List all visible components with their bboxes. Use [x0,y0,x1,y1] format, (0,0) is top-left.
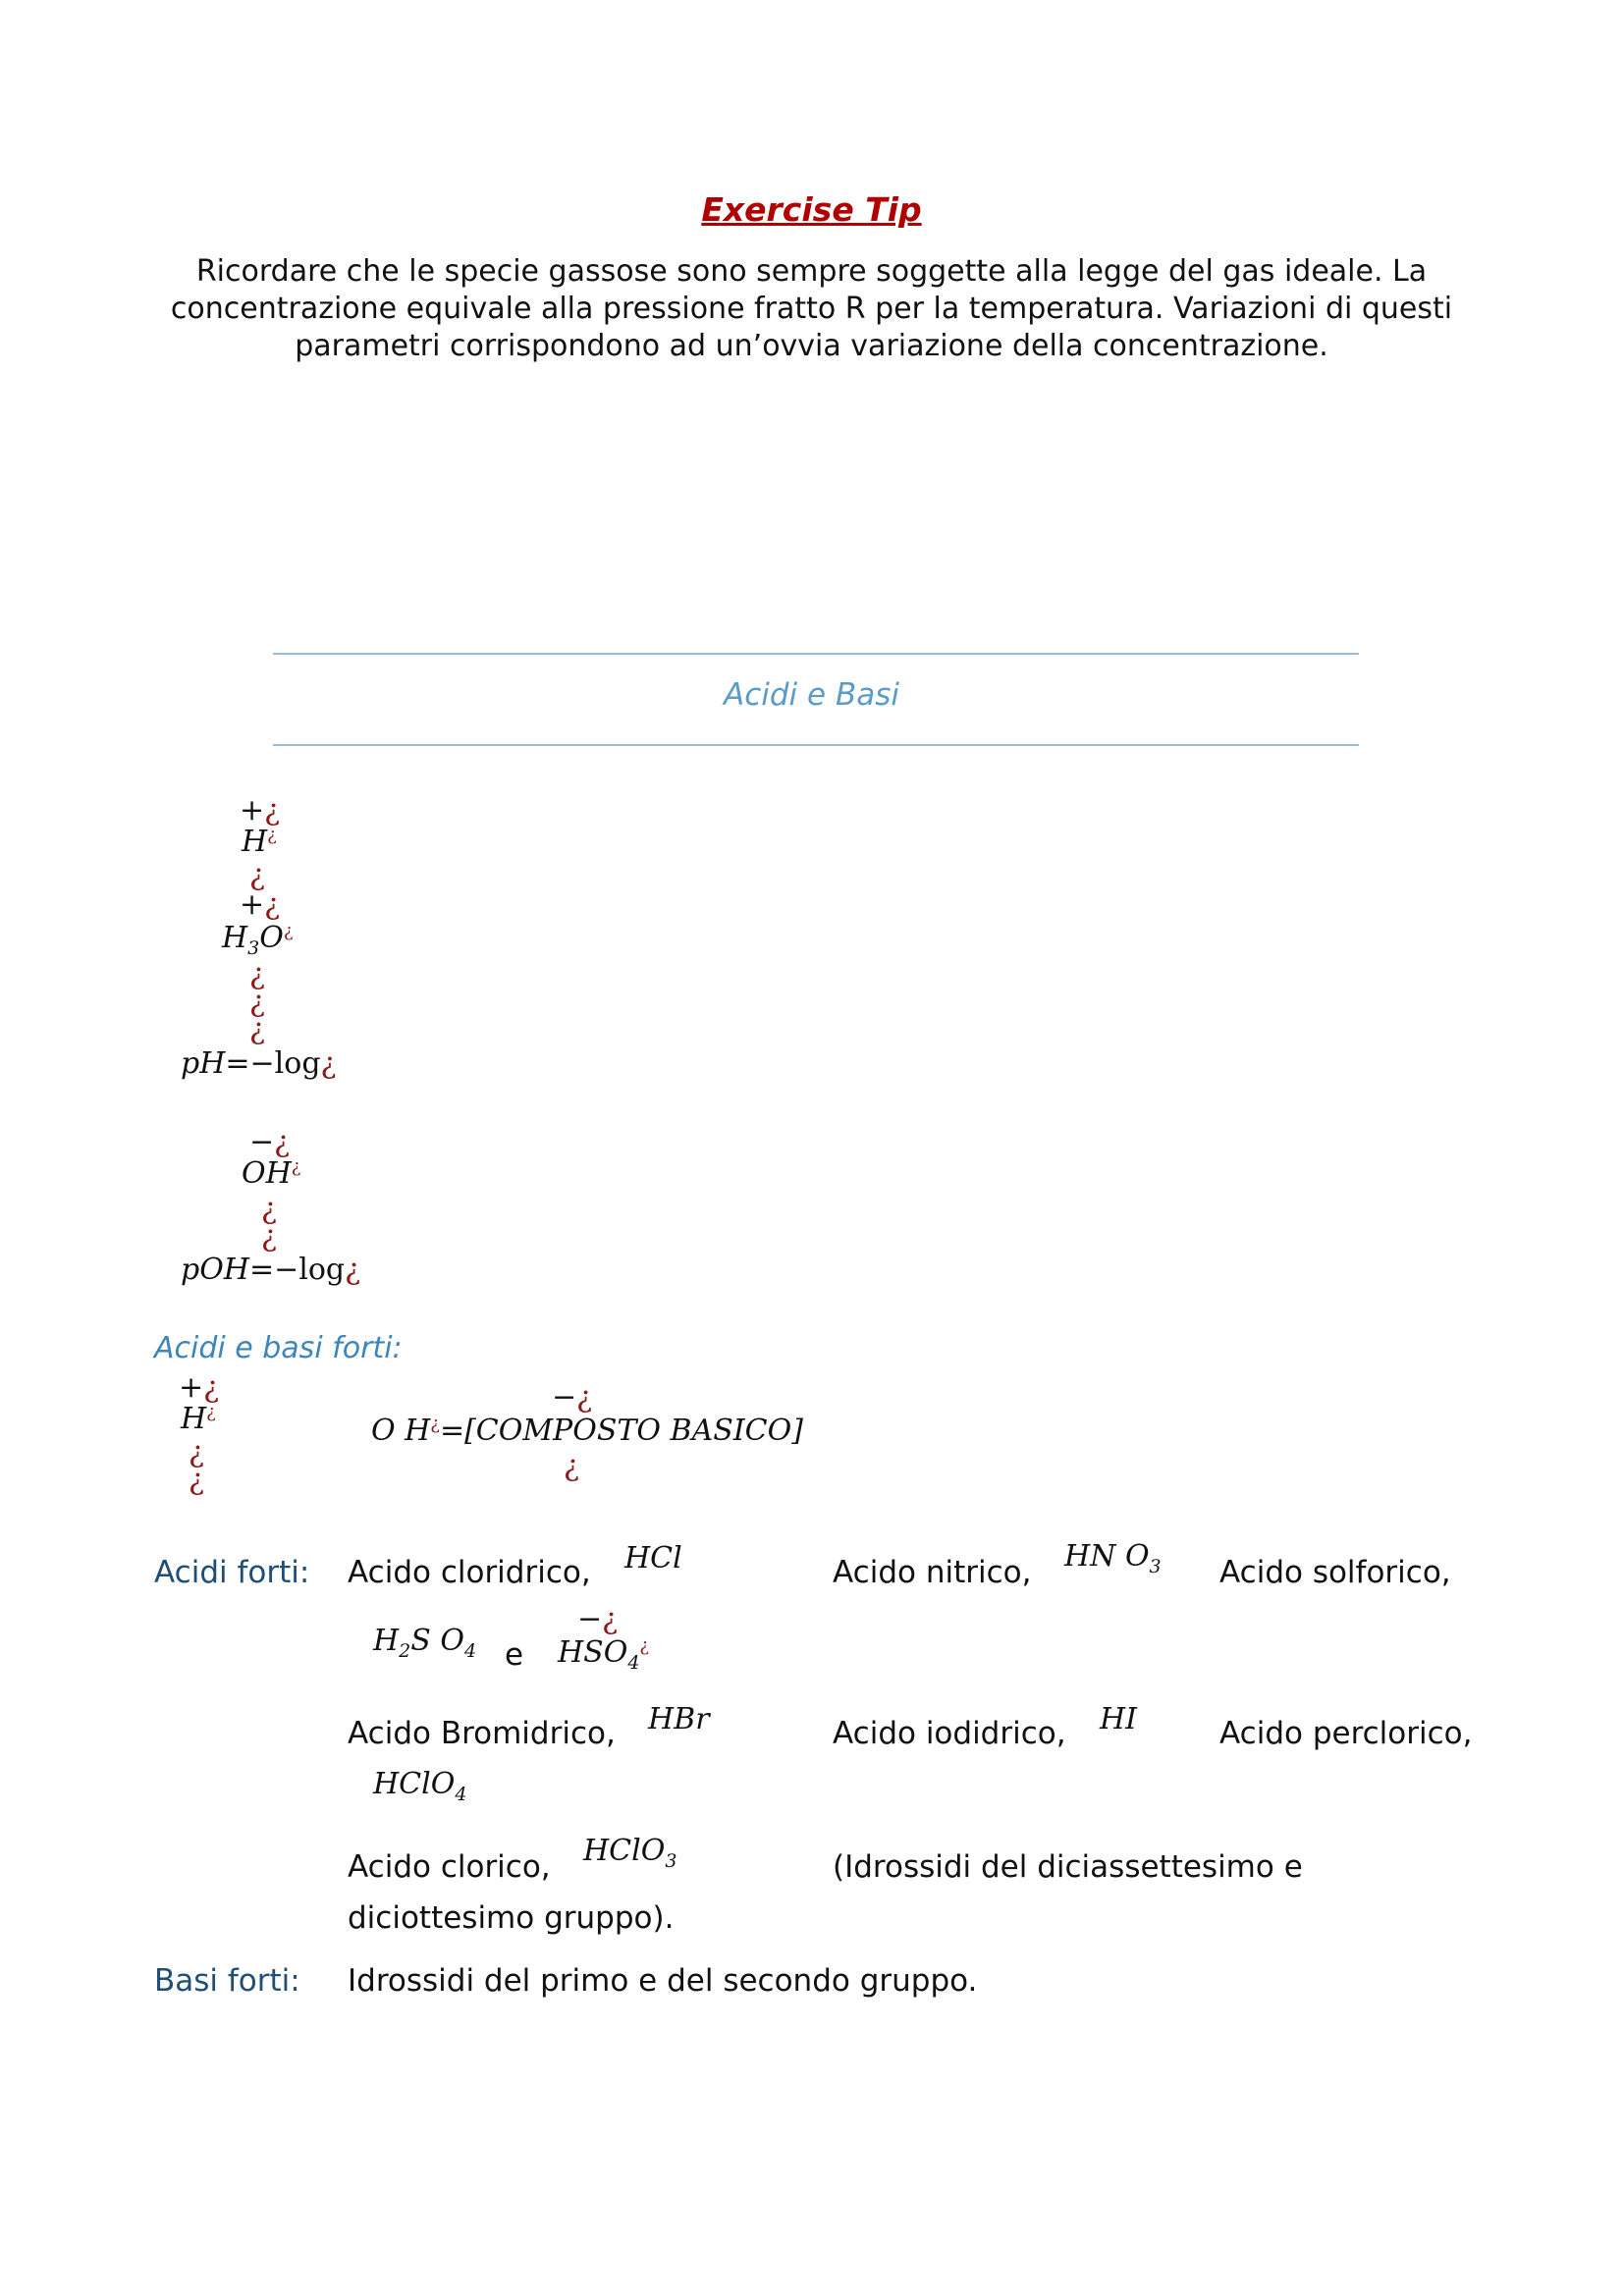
poh-inv-2: ¿ [261,1219,278,1254]
strong-acids-bases-heading: Acidi e basi forti: [154,1331,403,1365]
poh-equation: pOH=−log¿ [181,1253,361,1287]
poh-inv-1: ¿ [261,1192,278,1226]
idrossidi-note-line-1: (Idrossidi del diciassettesimo e [833,1849,1303,1885]
acid-iodidrico-name: Acido iodidrico, [833,1716,1066,1751]
conjunction-e: e [505,1637,524,1673]
section-rule-top [273,653,1359,655]
acid-iodidrico-formula: HI [1100,1702,1138,1736]
exercise-tip-body: Ricordare che le specie gassose sono sempre soggette alla legge del gas ideale. La concentrazione equivale alla pressione fratto R per la temperatura. Variazioni di questi parametri corrispondono ad un’ovvia variazione della concentrazione. [170,254,1453,363]
ph-h3o-line: $H_3O^¿$ [222,921,294,959]
acid-clorico-formula: HClO$_3$ [583,1834,677,1872]
acid-perclorico-formula: HClO$_4$ [373,1767,467,1805]
strong-h-plus-line: +¿ [179,1370,220,1405]
acid-cloridrico-name: Acido cloridrico, [348,1555,591,1590]
acid-cloridrico-formula: HCl [624,1541,682,1575]
acid-hso4-formula: $HSO_4^¿$ [558,1635,650,1674]
hso4-minus-line: −¿ [577,1602,619,1636]
ph-inv-4: ¿ [249,1012,266,1046]
ph-inv-2: ¿ [249,957,266,991]
acid-solforico-formula: $H_2S$ $O_4$ [373,1624,477,1662]
composto-equation: O H¿=[COMPOSTO BASICO] [371,1414,803,1448]
acid-nitrico-formula: HN $O_3$ [1064,1539,1162,1577]
ph-h-line: H¿ [242,825,277,859]
ph-equation: pH=−log¿ [181,1046,337,1081]
exercise-tip-title: Exercise Tip [701,190,922,229]
acid-solforico-name: Acido solforico, [1219,1555,1451,1590]
ph-inv-3: ¿ [249,985,266,1019]
strong-bases-text: Idrossidi del primo e del secondo gruppo. [348,1963,978,1999]
strong-h-line: H¿ [181,1402,216,1436]
section-rule-bottom [273,744,1359,746]
poh-oh-line: OH¿ [242,1156,301,1191]
acid-bromidrico-name: Acido Bromidrico, [348,1716,616,1751]
acid-nitrico-name: Acido nitrico, [833,1555,1032,1590]
idrossidi-note-line-2: diciottesimo gruppo). [348,1900,675,1936]
composto-minus-line: −¿ [552,1380,593,1415]
section-title: Acidi e Basi [724,677,899,713]
acid-bromidrico-formula: HBr [648,1702,710,1736]
acid-perclorico-name: Acido perclorico, [1219,1716,1473,1751]
ph-plus-line: +¿ [240,793,281,828]
composto-inv: ¿ [564,1449,580,1483]
strong-acids-label: Acidi forti: [154,1555,310,1590]
strong-bases-label: Basi forti: [154,1963,300,1999]
strong-h-inv-1: ¿ [189,1435,205,1469]
strong-h-inv-2: ¿ [189,1463,205,1497]
ph-inv-1: ¿ [249,858,266,892]
acid-clorico-name: Acido clorico, [348,1849,551,1885]
ph-plus-line-2: +¿ [240,887,281,922]
poh-minus-line: −¿ [249,1125,291,1159]
